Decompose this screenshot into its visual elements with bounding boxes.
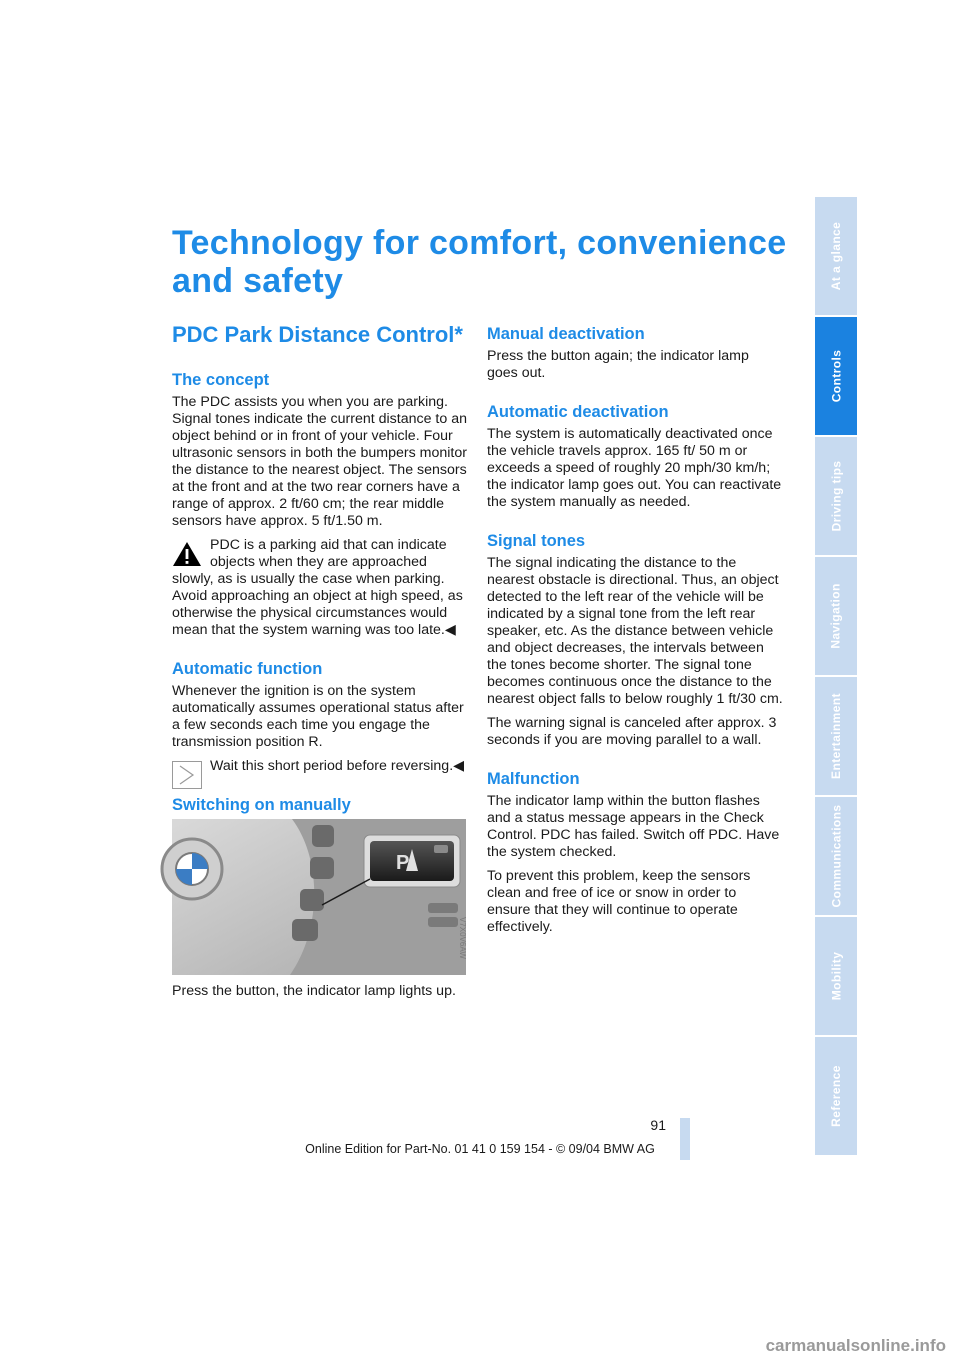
section-heading: PDC Park Distance Control* — [172, 322, 463, 347]
manual-deactivation-paragraph: Press the button again; the indicator lamp goes out. — [487, 348, 749, 381]
signal-tones-paragraph-1: The signal indicating the distance to the nearest obstacle is directional. Thus, an object detected to the left rear of the vehicle will be indicated by a signal tone from the left rear speaker, etc. As the distance between vehicle and object decreases, the intervals between the tones become shorter. The signal tone becomes continuous once the distance to the nearest object falls to below roughly 1 ft/30 cm. — [487, 555, 783, 707]
warning-note — [172, 537, 468, 639]
concept-heading: The concept — [172, 371, 270, 389]
info-note — [172, 758, 468, 775]
page-number: 91 — [650, 1117, 666, 1133]
watermark: carmanualsonline.info — [765, 1336, 946, 1355]
svg-text:P: P — [396, 852, 410, 874]
tab-reference[interactable]: Reference — [815, 1037, 857, 1157]
pdc-button-photo — [172, 819, 466, 975]
tab-communications[interactable]: Communications — [815, 797, 857, 917]
tab-mobility[interactable]: Mobility — [815, 917, 857, 1037]
footer-text: Online Edition for Part-No. 01 41 0 159 154 - © 09/04 BMW AG — [305, 1142, 655, 1156]
left-column — [172, 322, 468, 1007]
page-title: Technology for comfort, convenience and safety — [172, 224, 787, 300]
chapter-sidebar — [815, 197, 857, 1160]
switching-on-paragraph: Press the button, the indicator lamp lights up. — [172, 983, 456, 999]
malfunction-heading: Malfunction — [487, 770, 580, 788]
signal-tones-paragraph-2: The warning signal is canceled after approx. 3 seconds if you are moving parallel to a wall. — [487, 715, 777, 748]
tab-navigation[interactable]: Navigation — [815, 557, 857, 677]
warning-triangle-icon — [172, 540, 202, 568]
info-note-text: Wait this short period before reversing.◀ — [210, 758, 465, 774]
tab-entertainment[interactable]: Entertainment — [815, 677, 857, 797]
right-column — [487, 324, 783, 943]
tab-driving-tips[interactable]: Driving tips — [815, 437, 857, 557]
malfunction-paragraph-2: To prevent this problem, keep the sensors clean and free of ice or snow in order to ensure that they will continue to operate effectively. — [487, 868, 751, 935]
tab-controls[interactable]: Controls — [815, 317, 857, 437]
malfunction-paragraph-1: The indicator lamp within the button flashes and a status message appears in the Check Control. PDC has failed. Switch off PDC. Have the system checked. — [487, 793, 780, 860]
note-arrow-icon — [172, 761, 202, 789]
automatic-deactivation-paragraph: The system is automatically deactivated once the vehicle travels approx. 165 ft/ 50 m or exceeds a speed of roughly 20 mph/30 km/h; the indicator lamp goes out. You can reactivate the system manually as needed. — [487, 426, 782, 510]
switching-on-heading: Switching on manually — [172, 796, 351, 814]
signal-tones-heading: Signal tones — [487, 532, 586, 550]
manual-deactivation-heading: Manual deactivation — [487, 325, 645, 343]
tab-at-a-glance[interactable]: At a glance — [815, 197, 857, 317]
automatic-function-paragraph: Whenever the ignition is on the system automatically assumes operational status after a few seconds each time you engage the transmission position R. — [172, 683, 464, 750]
figure-code: V7X0V6AW — [458, 917, 467, 959]
automatic-function-heading: Automatic function — [172, 660, 323, 678]
concept-paragraph: The PDC assists you when you are parking. Signal tones indicate the current distance to an object behind or in front of your vehicle. Four ultrasonic sensors in both the bumpers monitor the distance to the nearest object. The sensors at the front and at the two rear corners have a range of approx. 2 ft/60 cm; the rear middle sensors have approx. 5 ft/1.50 m. — [172, 394, 467, 529]
automatic-deactivation-heading: Automatic deactivation — [487, 403, 669, 421]
warning-text: PDC is a parking aid that can indicate objects when they are approached slowly, as is usually the case when parking. Avoid approaching an object at high speed, as otherwise the physical circumstances would mean that the system warning was too late.◀ — [172, 537, 463, 638]
